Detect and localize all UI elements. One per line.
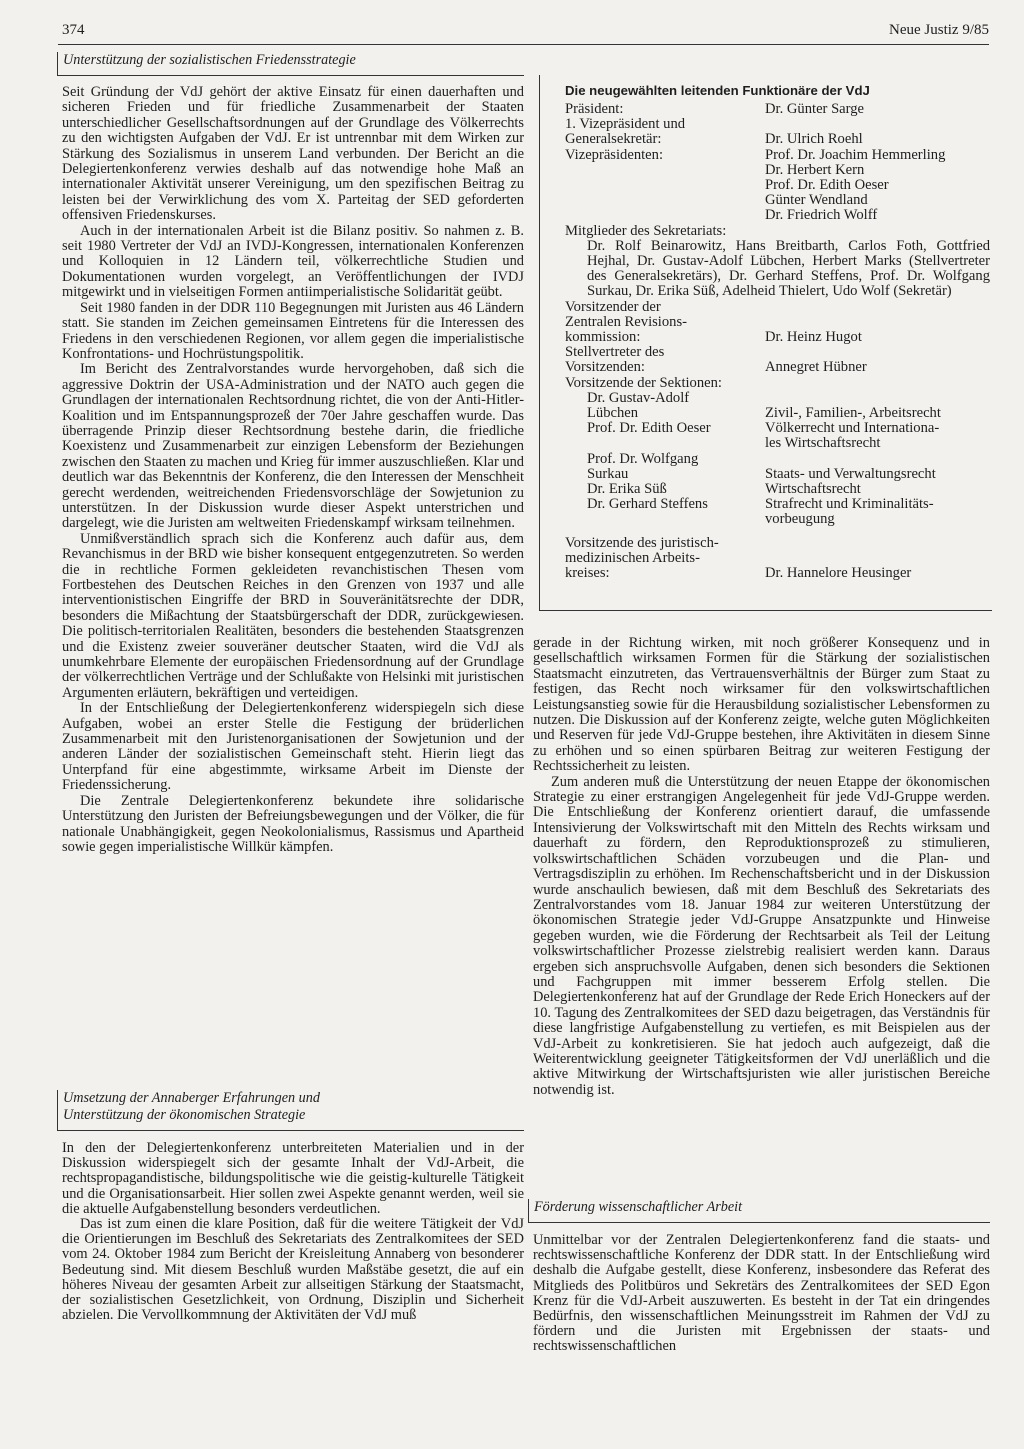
official-name: Dr. Hannelore Heusinger <box>765 564 912 581</box>
paragraph: Zum anderen muß die Unterstützung der neuen Etappe der ökonomischen Strategie zu einer erstrangigen Angelegenheit für jede VdJ-Gruppe werden. Die Entschließung der Konferenz orientiert darauf, die umfassende Intensivierung der Volkswirtschaft mit den Mitteln des Rechts wirksam und dauerhaft zu fördern, den Reproduktionsprozeß zu stimulieren, volkswirtschaftlichen Schäden vorzubeugen und die Plan- und Vertragsdisziplin zu erhöhen. Im Rechenschaftsbericht und in der Diskussion wurde anschaulich bewiesen, daß mit dem Beschluß des Sekretariats des Zentralvorstandes vom 18. Januar 1984 zur weiteren Unterstützung der ökonomischen Strategie jeder VdJ-Gruppe Ansatzpunkte und Hinweise gegeben wurden, wie die Förderung der Rechtsarbeit als Teil der Leitung volkswirtschaftlicher Prozesse zielstrebig realisiert werden kann. Daraus ergeben sich anspruchsvolle Aufgaben, denen sich besonders die Sektionen und Fachgruppen mit immer besserem Erfolg stellen. Die Delegiertenkonferenz hat auf der Grundlage der Rede Erich Honeckers auf der 10. Tagung des Zentralkomitees der SED dazu beigetragen, das Verständnis für diese langfristige Aufgabenstellung zu vertiefen, es mit Beispielen aus der VdJ-Arbeit zu konkretisieren. Sie hat jedoch auch aufgezeigt, daß die Weiterentwicklung geeigneter Tätigkeitsformen der VdJ unerläßlich und die aktive Mitwirkung der Wirtschaftsjuristen wie aller juristischen Bereiche notwendig ist. <box>533 773 990 1098</box>
official-row <box>565 345 990 375</box>
section-heading: Förderung wissenschaftlicher Arbeit <box>528 1199 990 1223</box>
officials-list <box>565 102 990 581</box>
official-row <box>565 117 990 132</box>
name-line: Dr. Erika Süß <box>587 481 667 498</box>
section-body <box>62 85 524 855</box>
role-label-line: Vorsitzende des juristisch- <box>565 534 719 551</box>
role-label <box>565 345 765 375</box>
section-body <box>533 1233 990 1355</box>
official-name: Dr. Ulrich Roehl <box>765 131 863 148</box>
section-area <box>765 421 990 451</box>
section-body <box>62 1141 524 1323</box>
section-chair-name <box>565 391 765 421</box>
role-label-line: Stellvertreter des <box>565 344 665 361</box>
paragraph: Im Bericht des Zentralvorstandes wurde hervorgehoben, daß sich die aggressive Doktrin der USA-Administration und der NATO auch gegen die Grundlagen der internationalen Rechtsordnung richtet, die von der Anti-Hitler-Koalition und im Entspannungsprozeß der 70er Jahre geschaffen wurde. Das überragende Prinzip dieser Rechtsordnung bestehe darin, die friedliche Koexistenz und Zusammenarbeit zur einzigen Lebensform der Beziehungen zwischen den Staaten zu machen und Krieg für immer auszuschließen. Klar und deutlich war das Bekenntnis der Konferenz, die den Interessen der Menschheit gerecht werdenden, weitreichenden Friedensvorschläge der Sowjetunion zu unterstützen. In der Diskussion wurde dieser Aspekt unterstrichen und dargelegt, wie die Juristen am weltweiten Friedenskampf wirksam teilnehmen. <box>62 361 524 532</box>
official-name: Prof. Dr. Edith Oeser <box>765 177 889 194</box>
section-heading <box>57 1090 524 1131</box>
official-row <box>565 300 990 346</box>
section-heading-line: Umsetzung der Annaberger Erfahrungen und <box>63 1090 320 1106</box>
area-line: vorbeugung <box>765 511 835 528</box>
area-line: Völkerrecht und Internationa- <box>765 420 940 437</box>
role-label: Vizepräsidenten: <box>565 146 663 163</box>
official-row <box>565 132 990 147</box>
section-chair-row <box>565 452 990 482</box>
section-area <box>765 482 990 497</box>
role-label-line: kommission: <box>565 329 641 346</box>
secretariat-members: Dr. Rolf Beinarowitz, Hans Breitbarth, Carlos Foth, Gottfried Hejhal, Dr. Gustav-Adolf Lübchen, Herbert Marks (Stellvertreter des Generalsekretärs), Dr. Gerhard Steffens, Prof. Dr. Wolfgang Surkau, Dr. Erika Süß, Adelheid Thielert, Udo Wolf (Sekretär) <box>587 237 990 300</box>
role-label-line: kreises: <box>565 565 610 582</box>
name-line: Lübchen <box>587 405 639 422</box>
paragraph: Die Zentrale Delegiertenkonferenz bekundete ihre solidarische Unterstützung den Juristen der Befreiungsbewegungen und der Völker, die für nationale Unabhängigkeit, gegen Neokolonialismus, Rassismus und Apartheid sowie gegen imperialistische Willkür kämpfen. <box>62 792 524 855</box>
name-line: Prof. Dr. Edith Oeser <box>587 420 711 437</box>
name-line: Dr. Gustav-Adolf <box>587 389 690 406</box>
paragraph: In den der Delegiertenkonferenz unterbreiteten Materialien und in der Diskussion widerspiegelt sich der gesamte Inhalt der VdJ-Arbeit, die rechtspropagandistische, bildungspolitische wie die geistig-kulturelle Tätigkeit und die Organisationsarbeit. Hier sollen zwei Aspekte genannt werden, weil sie die aktuelle Aufgabenstellung besonders verdeutlichen. <box>62 1140 524 1217</box>
header-rule <box>58 44 989 45</box>
paragraph: gerade in der Richtung wirken, mit noch größerer Konsequenz und in gesellschaftlich wirksamen Formen für die Stärkung der sozialistischen Staatsmacht einzutreten, das Vertrauensverhältnis der Bürger zum Staat zu festigen, das Recht noch wirksamer für den volkswirtschaftlichen Leistungsanstieg sowie für die Herausbildung sozialistischer Lebensformen zu nutzen. Die Diskussion auf der Konferenz zeigte, welche guten Möglichkeiten und Reserven für jede VdJ-Gruppe bestehen, ihre Aktivitäten in diesem Sinne zu erhöhen und so einen spürbaren Beitrag zur weiteren Festigung der Rechtssicherheit zu leisten. <box>533 635 990 775</box>
paragraph: Unmittelbar vor der Zentralen Delegiertenkonferenz fand die staats- und rechtswissenschaftliche Konferenz der DDR statt. In der Entschließung wird deshalb die Aufgabe gestellt, diese Konferenz, insbesondere das Referat des Mitglieds des Politbüros und Sekretärs des Zentralkomitees der SED Egon Krenz für die VdJ-Arbeit auszuwerten. Es besteht in der Tat ein dringendes Bedürfnis, den wissenschaftlichen Meinungsstreit im Rahmen der VdJ zu fördern und die Juristen mit Ergebnissen der staats- und rechtswissenschaftlichen <box>533 1232 990 1355</box>
area-line: Wirtschaftsrecht <box>765 481 861 498</box>
official-name: Annegret Hübner <box>765 359 867 376</box>
area-line: Strafrecht und Kriminalitäts- <box>765 496 934 513</box>
name-line: Dr. Gerhard Steffens <box>587 496 708 513</box>
paragraph: Seit 1980 fanden in der DDR 110 Begegnungen mit Juristen aus 46 Ländern statt. Sie standen im Zeichen gemeinsamen Eintretens für die Interessen des Friedens in den verschiedenen Regionen, vor allem gegen die imperialistische Konfrontations- und Hochrüstungspolitik. <box>62 299 524 362</box>
officials-box <box>539 75 992 611</box>
section-chair-name <box>565 482 765 497</box>
official-name: Dr. Heinz Hugot <box>765 328 862 345</box>
section-chair-row <box>565 421 990 451</box>
section-chair-name <box>565 497 765 527</box>
official-name: Prof. Dr. Joachim Hemmerling <box>765 146 946 163</box>
section-wissenschaft <box>533 1199 990 1355</box>
name-line: Prof. Dr. Wolfgang <box>587 450 699 467</box>
paragraph: Das ist zum einen die klare Position, daß für die weitere Tätigkeit der VdJ die Orientierungen im Beschluß des Sekretariats des Zentralkomitees der SED vom 24. Oktober 1984 zum Bericht der Kreisleitung Annaberg von besonderer Bedeutung sind. Mit diesem Beschluß wurden Maßstäbe gesetzt, die auf ein höheres Niveau der gesamten Arbeit zur allseitigen Stärkung der Staatsmacht, der sozialistischen Gesetzlichkeit, von Ordnung, Disziplin und Sicherheit abzielen. Die Vervollkommnung der Aktivitäten der VdJ muß <box>62 1216 524 1324</box>
section-heading-line: Unterstützung der ökonomischen Strategie <box>63 1107 306 1123</box>
official-names <box>765 148 990 224</box>
paragraph: Auch in der internationalen Arbeit ist die Bilanz positiv. So nahmen z. B. seit 1980 Vertreter der VdJ an IVDJ-Kongressen, internationalen Konferenzen und Kolloquien in 12 Ländern teil, völkerrechtliche Studien und Dokumentationen wurden vorgelegt, an Veröffentlichungen der IVDJ mitgewirkt und in vielseitigen Formen antiimperialistische Solidarität geübt. <box>62 222 524 301</box>
area-line: Staats- und Verwaltungsrecht <box>765 465 936 482</box>
official-name: Dr. Herbert Kern <box>765 161 865 178</box>
right-column-text <box>533 636 990 1098</box>
role-label <box>565 300 765 346</box>
section-area <box>765 391 990 421</box>
official-name: Dr. Friedrich Wolff <box>765 207 878 224</box>
role-label: 1. Vizepräsident und <box>565 116 686 133</box>
section-area <box>765 497 990 527</box>
name-line: Surkau <box>587 465 629 482</box>
paragraph: Seit Gründung der VdJ gehört der aktive Einsatz für einen dauerhaften und sicheren Frieden und für friedliche Zusammenarbeit der Staaten unterschiedlicher Gesellschaftsordnungen auf der Grundlage des Völkerrechts zu den wichtigsten Aufgaben der VdJ. Er ist untrennbar mit dem Wirken zur Stärkung des Sozialismus in unserem Land verbunden. Der Bericht an die Delegiertenkonferenz verwies deshalb auf das notwendige hohe Maß an internationaler Aktivität unserer Vereinigung, um den spezifischen Beitrag zu leisten bei der Verwirklichung des vom X. Parteitag der SED geforderten offensiven Friedenskurses. <box>62 84 524 224</box>
section-chair-row <box>565 497 990 527</box>
section-heading: Unterstützung der sozialistischen Friedensstrategie <box>57 52 524 76</box>
area-line <box>765 391 990 406</box>
journal-issue: Neue Justiz 9/85 <box>889 22 989 38</box>
page-number: 374 <box>62 22 85 38</box>
section-friedensstrategie <box>62 52 524 855</box>
role-label: Vorsitzende der Sektionen: <box>565 374 722 391</box>
official-name: Günter Wendland <box>765 192 868 209</box>
section-chair-row <box>565 482 990 497</box>
official-name <box>765 117 990 132</box>
section-chair-name <box>565 452 765 482</box>
area-line: Zivil-, Familien-, Arbeitsrecht <box>765 404 941 421</box>
official-row <box>565 536 990 582</box>
official-row <box>565 224 990 300</box>
paragraph: In der Entschließung der Delegiertenkonferenz widerspiegeln sich diese Aufgaben, wobei an erster Stelle die Festigung der brüderlichen Zusammenarbeit mit den Juristenorganisationen der Sowjetunion und der anderen Länder der sozialistischen Gemeinschaft steht. Hierin liegt das Unterpfand für eine abgestimmte, wirksame Arbeit im Dienste der Friedenssicherung. <box>62 700 524 794</box>
role-label: Präsident: <box>565 101 624 117</box>
officials-title: Die neugewählten leitenden Funktionäre der VdJ <box>565 83 870 98</box>
role-label: Mitglieder des Sekretariats: <box>565 222 727 239</box>
area-line: les Wirtschaftsrecht <box>765 435 881 452</box>
official-name: Dr. Günter Sarge <box>765 101 865 117</box>
official-row <box>565 102 990 117</box>
paragraph: Unmißverständlich sprach sich die Konferenz auch dafür aus, dem Revanchismus in der BRD wie bisher konsequent entgegenzutreten. So werden die in rechtliche Formen gekleideten revanchistischen Thesen vom Fortbestehen des Deutschen Reiches in den Grenzen von 1937 und alle interventionistischen Eingriffe der BRD in Souveränitätsrechte der DDR, besonders die Mißachtung der Staatsbürgerschaft der DDR, zurückgewiesen. Die politisch-territorialen Realitäten, besonders die bestehenden Staatsgrenzen und die Existenz zweier souveräner deutscher Staaten, wird die VdJ als unumkehrbare Elemente der europäischen Friedensordnung auf der Grundlage der völkerrechtlichen Verträge und der Schlußakte von Helsinki mit juristischen Argumenten erläutern, bekräftigen und verteidigen. <box>62 530 524 701</box>
official-row <box>565 148 990 224</box>
role-label-line: Vorsitzenden: <box>565 359 645 376</box>
role-label: Generalsekretär: <box>565 131 662 148</box>
section-annaberger <box>62 1090 524 1323</box>
role-label-line: Zentralen Revisions- <box>565 313 687 330</box>
role-label <box>565 536 765 582</box>
role-label-line: medizinischen Arbeits- <box>565 549 700 566</box>
area-line <box>765 452 990 467</box>
official-row <box>565 376 990 391</box>
role-label-line: Vorsitzender der <box>565 298 661 315</box>
section-chair-row <box>565 391 990 421</box>
section-chair-name <box>565 421 765 451</box>
section-area <box>765 452 990 482</box>
